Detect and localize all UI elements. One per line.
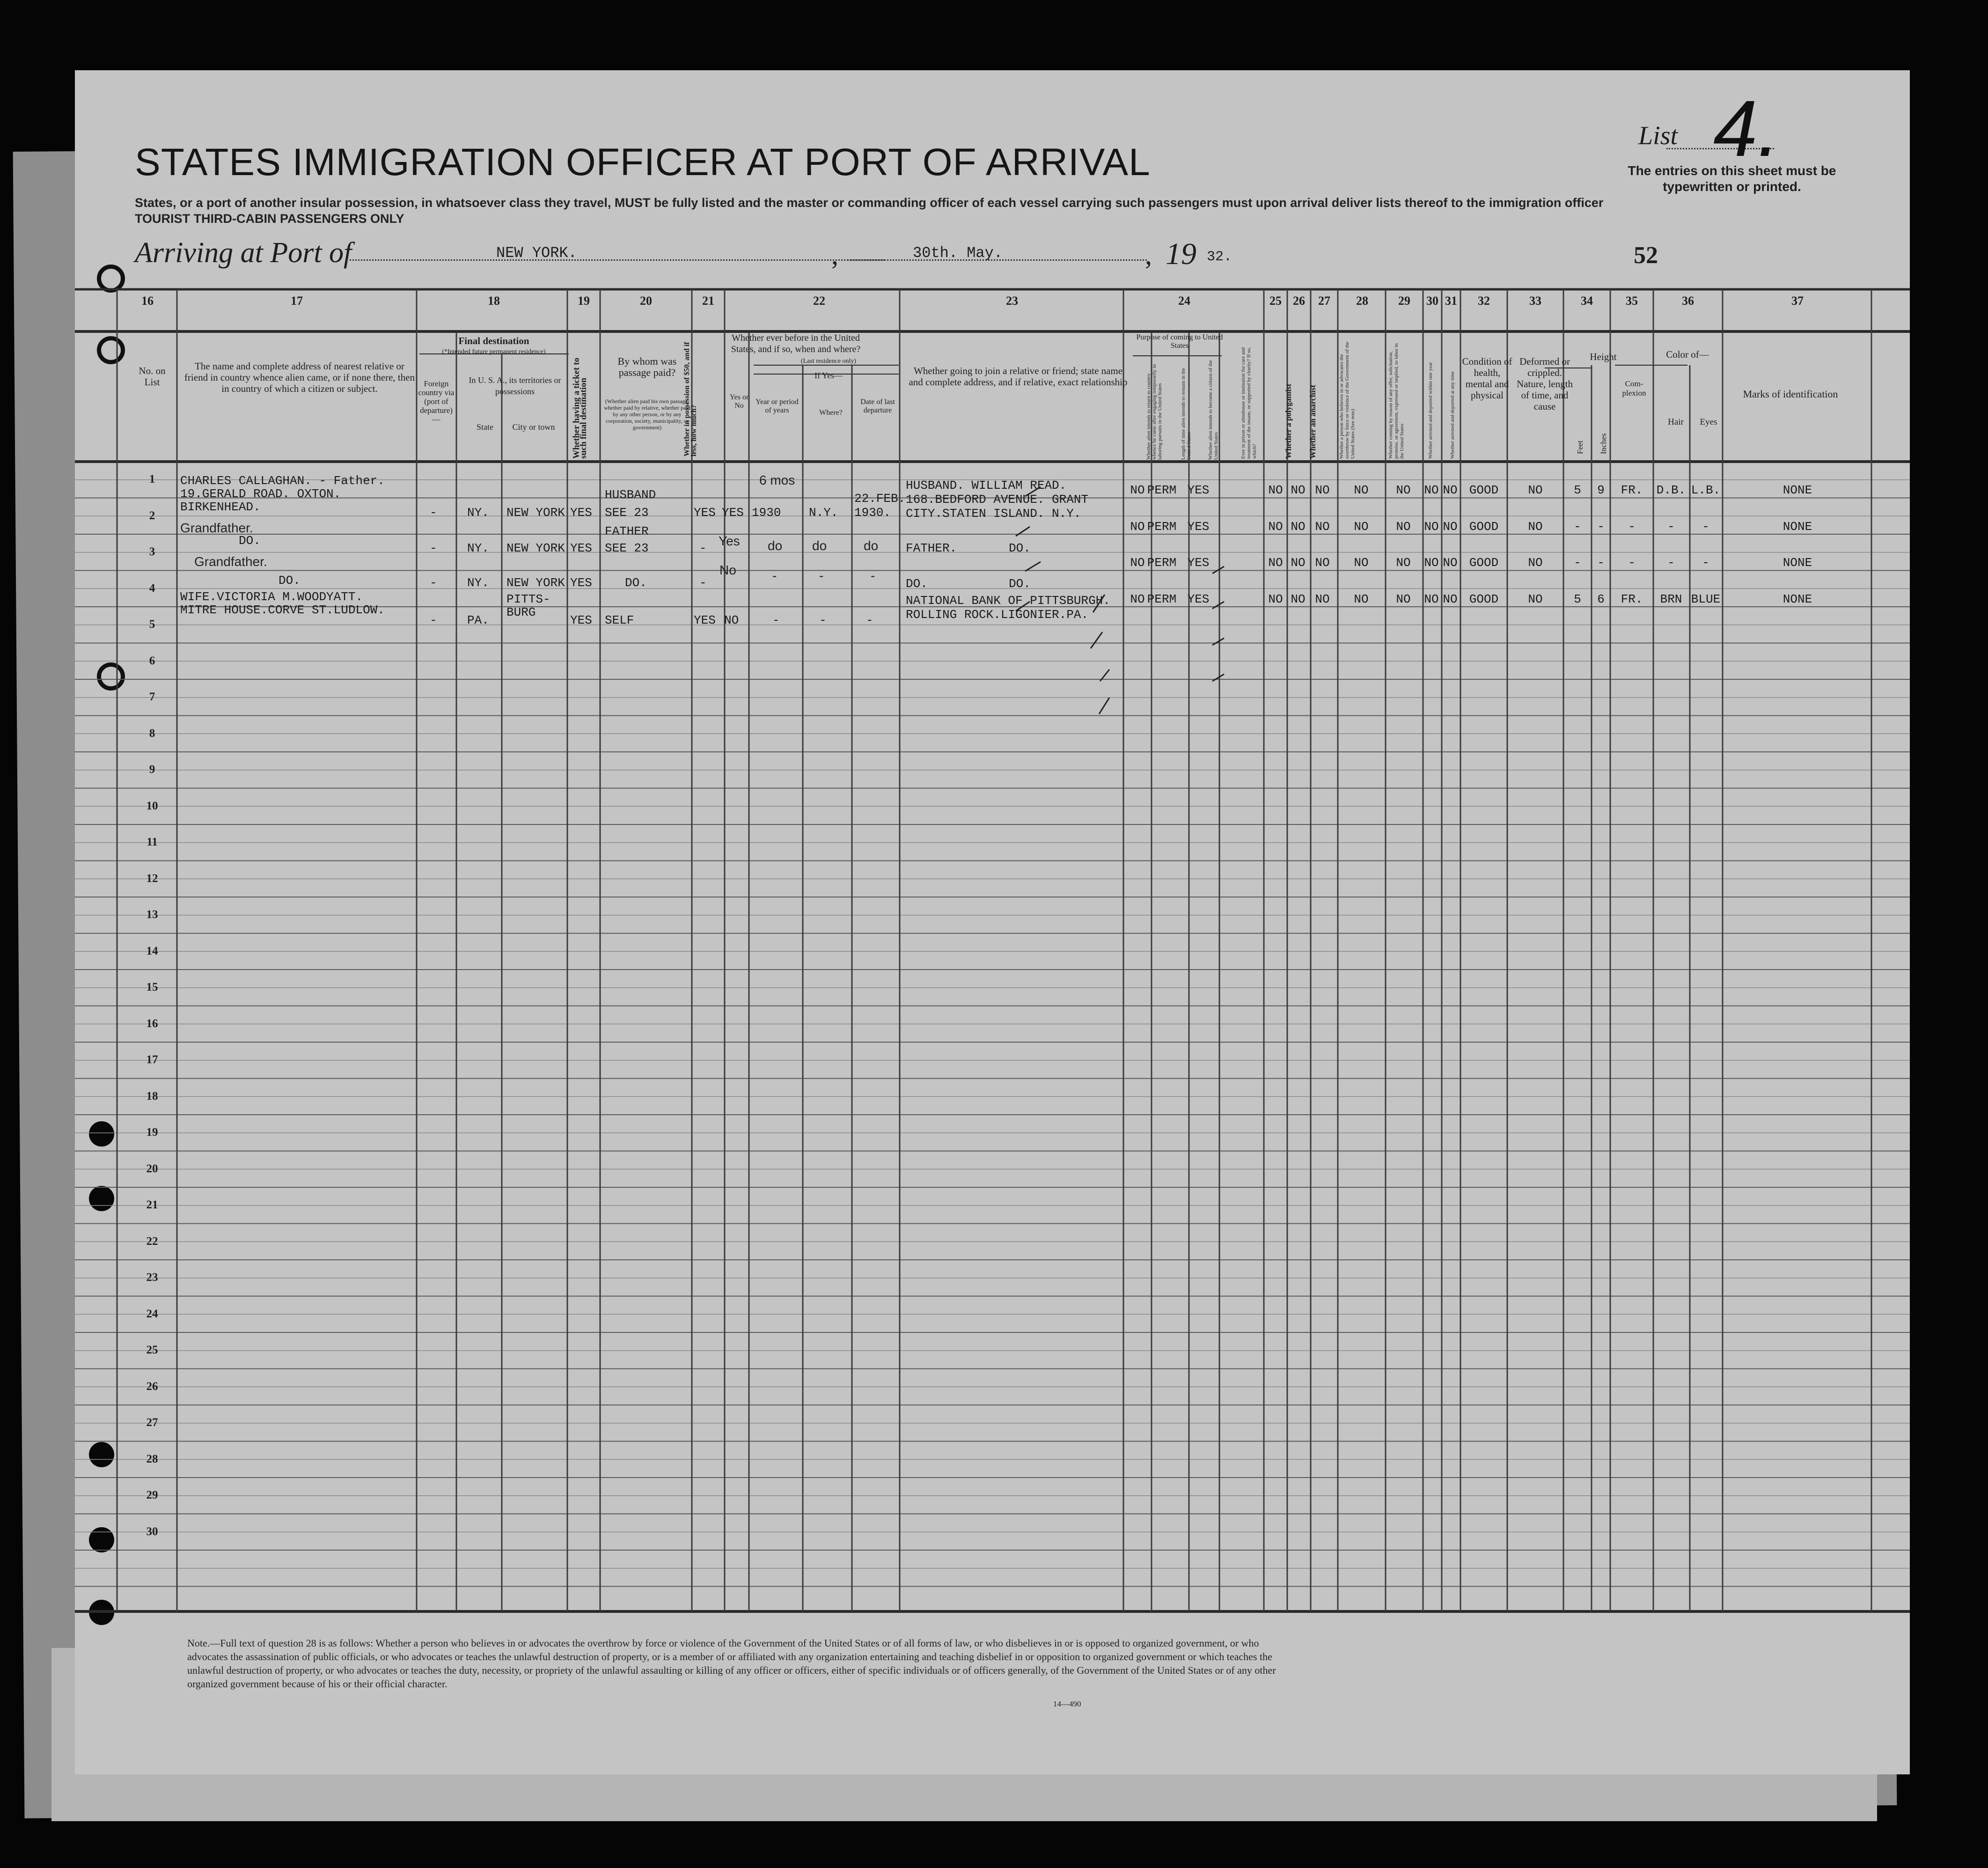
entry-4-paid: SELF	[605, 613, 634, 627]
header-deported-year: Whether arrested and deported within one year	[1428, 362, 1433, 459]
entry-1-period: 6 mos	[759, 473, 795, 487]
entry-4-p-return: NO	[1130, 592, 1145, 606]
header-year-period: Year or period of years	[756, 398, 799, 414]
entry-4-eyes: BLUE	[1691, 592, 1721, 606]
arriving-label: Arriving at Port of	[135, 237, 352, 269]
entry-1-c26: NO	[1291, 483, 1306, 497]
entry-3-c25: NO	[1268, 556, 1283, 570]
entry-4-inches: 6	[1597, 592, 1605, 606]
header-by-whom-note: (Whether alien paid his own passage, whether paid by relative, whether paid by any other person, or by any corporation, society, municipality, or government)	[604, 398, 690, 431]
separator: ,	[1145, 239, 1152, 270]
row-number: 17	[146, 1053, 158, 1066]
entry-4-c29: NO	[1396, 592, 1411, 606]
entry-4-foreign: -	[430, 613, 437, 627]
entry-4-city: PITTS-	[506, 592, 550, 606]
entry-4-condition: GOOD	[1469, 592, 1499, 606]
entry-2-ever-before: Yes	[719, 534, 740, 548]
row-number: 18	[146, 1089, 158, 1103]
entry-2-p-return: NO	[1130, 519, 1145, 534]
header-by-whom: By whom was passage paid?	[617, 355, 677, 378]
entry-1-foreign: -	[430, 506, 437, 520]
row-number: 7	[149, 691, 155, 703]
entry-3-join: DO.	[1009, 577, 1031, 591]
header-no-on-list: No. on List	[139, 365, 166, 388]
separator: ,	[831, 239, 838, 270]
column-number: 30	[1426, 294, 1438, 308]
header-purpose-return: Whether alien intends to return to country whence he came after engaging temporarily in laboring pursuits in the United States	[1146, 364, 1163, 460]
date-value: 30th. May.	[913, 244, 1003, 262]
header-color-of: Color of—	[1666, 349, 1709, 360]
column-number: 29	[1398, 294, 1410, 308]
entry-2-paid: FATHER	[605, 524, 649, 538]
entry-3-marks: NONE	[1783, 556, 1812, 570]
entry-2-where: do	[812, 538, 827, 553]
entry-3-paid: DO.	[625, 576, 647, 590]
entry-3-period: -	[772, 568, 777, 583]
entry-1-join: 168.BEDFORD AVENUE. GRANT	[906, 493, 1089, 507]
entry-3-foreign: -	[430, 576, 437, 590]
column-number: 36	[1682, 294, 1694, 308]
entry-4-city: BURG	[506, 605, 536, 619]
entry-2-possession: -	[699, 541, 707, 555]
entry-2-c26: NO	[1291, 519, 1306, 534]
entry-4-state: PA.	[467, 613, 489, 627]
header-in-usa: In U. S. A., its territories or possessions	[469, 375, 561, 396]
header-where: Where?	[819, 409, 843, 417]
row-number: 10	[146, 799, 158, 812]
entry-3-p-citizen: YES	[1187, 556, 1210, 570]
entry-1-possession: YES	[694, 506, 716, 520]
entry-1-departure: 1930.	[854, 506, 891, 520]
header-nearest-relative: The name and complete address of nearest relative or friend in country whence alien came, or if none there, then in country of which a citizen or subject.	[184, 360, 415, 394]
header-final-destination: Final destination	[458, 335, 529, 346]
entry-2-period: do	[768, 538, 783, 553]
entry-4-hair: BRN	[1660, 592, 1682, 606]
entry-3-ticket: YES	[570, 576, 592, 590]
row-number: 15	[146, 981, 158, 993]
entry-2-relative: Grandfather.	[180, 521, 253, 535]
entry-1-c25: NO	[1268, 483, 1283, 497]
header-yes-no: Yes or No	[729, 393, 749, 410]
form-number: 14—490	[1053, 1699, 1081, 1708]
entry-4-c25: NO	[1268, 592, 1283, 606]
entry-4-deformed: NO	[1528, 592, 1543, 606]
entry-3-departure: -	[871, 568, 875, 583]
entry-4-relative: WIFE.VICTORIA M.WOODYATT.	[180, 590, 363, 604]
column-number: 18	[488, 294, 500, 308]
header-foreign-country: Foreign country via (port of departure)—	[418, 379, 455, 424]
header-condition: Condition of health, mental and physical	[1462, 356, 1512, 401]
entry-3-ever-before: No	[719, 563, 736, 577]
header-purpose-length: Length of time alien intends to remain in the United States	[1181, 368, 1192, 460]
entry-2-feet: -	[1574, 519, 1581, 534]
entry-3-relative: DO.	[279, 574, 301, 588]
entry-3-city: NEW YORK	[506, 576, 565, 590]
row-number: 26	[146, 1380, 158, 1393]
entry-2-p-length: PERM	[1147, 519, 1177, 534]
header-deformed: Deformed or crippled. Nature, length of time, and cause	[1516, 356, 1573, 412]
entry-3-c26: NO	[1291, 556, 1306, 570]
year-suffix: 32.	[1207, 249, 1232, 265]
list-label: List	[1638, 121, 1678, 150]
entry-3-complexion: -	[1628, 556, 1636, 570]
port-value: NEW YORK.	[496, 244, 577, 262]
header-height: Height	[1590, 351, 1617, 362]
header-marks: Marks of identification	[1743, 388, 1838, 400]
entry-4-complexion: FR.	[1621, 592, 1643, 606]
header-state: State	[477, 422, 493, 432]
header-polygamist: Whether a polygamist	[1284, 383, 1293, 459]
header-labor-offer: Whether coming by reason of any offer, solicitation, promise, or agreement, expressed or implied, to labor in the United States	[1388, 343, 1405, 459]
entry-1-period: 1930	[752, 506, 781, 520]
header-date-departure: Date of last departure	[860, 398, 895, 414]
entry-1-feet: 5	[1574, 483, 1581, 497]
entry-1-ticket: YES	[570, 506, 592, 520]
header-inches: Inches	[1599, 433, 1608, 454]
manifest-grid	[75, 70, 1910, 1774]
entry-1-complexion: FR.	[1621, 483, 1643, 497]
passenger-class: TOURIST THIRD-CABIN PASSENGERS ONLY	[135, 212, 404, 226]
entry-3-c27: NO	[1315, 556, 1330, 570]
entry-4-where: -	[819, 613, 827, 627]
row-number: 8	[149, 727, 155, 740]
header-question-28: Whether a person who believes in or advocates the overthrow by force or violence of the Government of the United States (See note)	[1339, 341, 1356, 459]
entry-3-feet: -	[1574, 556, 1581, 570]
entry-1-paid: HUSBAND	[605, 488, 656, 502]
entry-1-p-citizen: YES	[1187, 483, 1210, 497]
column-number: 23	[1006, 294, 1018, 308]
entry-1-c30: NO	[1424, 483, 1439, 497]
entry-1-c29: NO	[1396, 483, 1411, 497]
header-ever-before: Whether ever before in the United States, and if so, when and where?	[731, 333, 861, 354]
column-number: 33	[1529, 294, 1541, 308]
entry-4-departure: -	[866, 613, 873, 627]
entry-1-city: NEW YORK	[506, 506, 565, 520]
entry-1-state: NY.	[467, 506, 489, 520]
entry-1-inches: 9	[1597, 483, 1605, 497]
entry-2-c27: NO	[1315, 519, 1330, 534]
entry-2-relative: DO.	[239, 534, 261, 548]
footnote-question-28: Note.—Full text of question 28 is as follows: Whether a person who believes in or advocates the overthrow by force or violence of the Government of the United States or of all forms of law, or who disbelieves in or is opposed to organized government, or who advocates the assassination of public officials, or who advocates or teaches the unlawful destruction of property, or is a member of or affiliated with any organization entertaining and teaching disbelief in or opposition to organized government or which teaches the unlawful destruction of property, or who advocates or teaches the duty, necessity, or propriety of the unlawful assaulting or killing of any officer or officers, either of specific individuals or of officers generally, of the Government of the United States or of any other organized government because of his or their official character.	[187, 1637, 1276, 1690]
entry-4-c30: NO	[1424, 592, 1439, 606]
entry-3-c29: NO	[1396, 556, 1411, 570]
entry-1-join: CITY.STATEN ISLAND. N.Y.	[906, 507, 1081, 521]
entry-3-hair: -	[1667, 556, 1675, 570]
entry-2-departure: do	[864, 538, 879, 553]
row-number: 29	[146, 1489, 158, 1501]
row-number: 5	[149, 618, 155, 631]
entry-2-p-citizen: YES	[1187, 519, 1210, 534]
entry-2-c31: NO	[1443, 519, 1458, 534]
column-number: 25	[1269, 294, 1282, 308]
entry-1-relative: CHARLES CALLAGHAN. - Father.	[180, 474, 385, 488]
entry-1-paid: SEE 23	[605, 506, 649, 520]
header-deported-any: Whether arrested and deported at any time	[1450, 371, 1455, 459]
year-prefix: 19	[1166, 237, 1196, 271]
row-number: 13	[146, 908, 158, 921]
entry-instructions: The entries on this sheet must be typewritten or printed.	[1628, 163, 1836, 194]
header-feet: Feet	[1576, 440, 1585, 454]
header-final-destination-note: (*Intended future permanent residence)	[442, 348, 546, 355]
header-purpose-citizen: Whether alien intends to become a citizen of the United States	[1208, 360, 1219, 460]
entry-1-p-length: PERM	[1147, 483, 1177, 497]
entry-3-deformed: NO	[1528, 556, 1543, 570]
page-title: STATES IMMIGRATION OFFICER AT PORT OF ARRIVAL	[135, 141, 1151, 184]
entry-4-ticket: YES	[570, 613, 592, 627]
entry-4-c28: NO	[1354, 592, 1369, 606]
column-number: 32	[1478, 294, 1490, 308]
row-number: 2	[149, 509, 155, 522]
entry-2-marks: NONE	[1783, 519, 1812, 534]
column-number: 34	[1581, 294, 1593, 308]
sheet-number: 52	[1634, 242, 1658, 269]
entry-2-city: NEW YORK	[506, 541, 565, 555]
entry-3-eyes: -	[1702, 556, 1709, 570]
column-number: 21	[702, 294, 714, 308]
column-number: 17	[291, 294, 303, 308]
entry-3-p-length: PERM	[1147, 556, 1177, 570]
entry-1-relative: BIRKENHEAD.	[180, 500, 261, 514]
manifest-sheet	[75, 70, 1910, 1774]
header-instruction: States, or a port of another insular possession, in whatsoever class they travel, MUST be fully listed and the master or commanding officer of each vessel carrying such passengers must upon arrival deliver lists thereof to the immigration officer	[135, 196, 1604, 210]
entry-1-eyes: L.B.	[1691, 483, 1721, 497]
header-prison: Ever in prison or almshouse or institution for care and treatment of the insane, or supported by charity? If so, which?	[1240, 347, 1257, 459]
entry-4-p-citizen: YES	[1187, 592, 1210, 606]
column-number: 35	[1626, 294, 1638, 308]
entry-2-c25: NO	[1268, 519, 1283, 534]
entry-3-possession: -	[699, 576, 707, 590]
entry-1-deformed: NO	[1528, 483, 1543, 497]
header-ticket: Whether having a ticket to such final destination	[572, 357, 588, 459]
row-number: 6	[149, 654, 155, 667]
entry-4-feet: 5	[1574, 592, 1581, 606]
column-number: 31	[1445, 294, 1457, 308]
entry-2-join: DO.	[1009, 541, 1031, 555]
entry-1-c27: NO	[1315, 483, 1330, 497]
header-hair: Hair	[1668, 417, 1684, 427]
entry-3-inches: -	[1597, 556, 1605, 570]
column-number: 26	[1293, 294, 1305, 308]
entry-2-deformed: NO	[1528, 519, 1543, 534]
column-number: 28	[1356, 294, 1368, 308]
entry-1-hair: D.B.	[1656, 483, 1686, 497]
entry-4-c27: NO	[1315, 592, 1330, 606]
row-number: 12	[146, 872, 158, 885]
entry-2-c29: NO	[1396, 519, 1411, 534]
entry-2-c30: NO	[1424, 519, 1439, 534]
row-number: 16	[146, 1017, 158, 1030]
header-city: City or town	[512, 422, 555, 432]
header-complexion: Com-plexion	[1622, 379, 1646, 397]
header-last-residence: (Last residence only)	[800, 358, 857, 365]
entry-2-ticket: YES	[570, 541, 592, 555]
entry-4-marks: NONE	[1783, 592, 1812, 606]
entry-4-join: NATIONAL BANK OF PITTSBURGH.	[906, 594, 1110, 608]
entry-1-c28: NO	[1354, 483, 1369, 497]
entry-1-c31: NO	[1443, 483, 1458, 497]
entry-4-period: -	[772, 613, 780, 627]
row-number: 3	[149, 545, 155, 558]
entry-4-join: ROLLING ROCK.LIGONIER.PA.	[906, 608, 1089, 622]
entry-4-c31: NO	[1443, 592, 1458, 606]
column-number: 22	[813, 294, 825, 308]
entry-2-condition: GOOD	[1469, 519, 1499, 534]
header-if-yes: If Yes—	[814, 371, 843, 380]
header-eyes: Eyes	[1700, 417, 1717, 427]
header-possession-50: Whether in possession of $50, and if less, how much?	[683, 342, 698, 456]
entry-2-inches: -	[1597, 519, 1605, 534]
column-number: 19	[578, 294, 590, 308]
entry-1-p-return: NO	[1130, 483, 1145, 497]
entry-3-c28: NO	[1354, 556, 1369, 570]
entry-4-possession: YES	[694, 613, 716, 627]
entry-2-hair: -	[1667, 519, 1675, 534]
entry-1-departure: 22.FEB.	[854, 492, 906, 506]
row-number: 22	[146, 1235, 158, 1248]
entry-1-ever-before: YES	[722, 506, 744, 520]
column-number: 37	[1791, 294, 1804, 308]
entry-3-relative: Grandfather.	[194, 554, 267, 569]
entry-4-ever-before: NO	[724, 613, 739, 627]
header-join-relative: Whether going to join a relative or friend; state name and complete address, and if relative, exact relationship	[909, 365, 1128, 388]
row-number: 4	[149, 581, 155, 595]
row-number: 20	[146, 1162, 158, 1175]
entry-2-eyes: -	[1702, 519, 1709, 534]
entry-3-c30: NO	[1424, 556, 1439, 570]
entry-1-marks: NONE	[1783, 483, 1812, 497]
entry-2-foreign: -	[430, 541, 437, 555]
column-number: 24	[1178, 294, 1190, 308]
row-number: 28	[146, 1452, 158, 1465]
entry-4-relative: MITRE HOUSE.CORVE ST.LUDLOW.	[180, 603, 385, 617]
row-number: 23	[146, 1271, 158, 1284]
entry-2-state: NY.	[467, 541, 489, 555]
row-number: 9	[149, 763, 155, 776]
entry-3-condition: GOOD	[1469, 556, 1499, 570]
entry-4-p-length: PERM	[1147, 592, 1177, 606]
entry-1-condition: GOOD	[1469, 483, 1499, 497]
header-purpose: Purpose of coming to United States	[1136, 333, 1223, 350]
row-number: 24	[146, 1307, 158, 1320]
entry-3-state: NY.	[467, 576, 489, 590]
row-number: 14	[146, 944, 158, 957]
entry-3-join: DO.	[906, 577, 928, 591]
column-number: 27	[1318, 294, 1330, 308]
entry-1-relative: 19.GERALD ROAD. OXTON.	[180, 487, 341, 501]
entry-1-where: N.Y.	[809, 506, 838, 520]
entry-1-join: HUSBAND. WILLIAM READ.	[906, 478, 1067, 493]
row-number: 25	[146, 1344, 158, 1356]
list-number: 4.	[1713, 84, 1780, 173]
column-number: 20	[640, 294, 652, 308]
row-number: 11	[147, 836, 158, 848]
entry-3-p-return: NO	[1130, 556, 1145, 570]
entry-3-c31: NO	[1443, 556, 1458, 570]
entry-4-c26: NO	[1291, 592, 1306, 606]
row-number: 30	[146, 1525, 158, 1538]
entry-3-where: -	[819, 568, 824, 583]
column-number: 16	[141, 294, 154, 308]
entry-2-paid: SEE 23	[605, 541, 649, 555]
row-number: 1	[149, 473, 155, 485]
row-number: 21	[146, 1199, 158, 1211]
row-number: 19	[146, 1126, 158, 1139]
entry-2-c28: NO	[1354, 519, 1369, 534]
row-number: 27	[146, 1416, 158, 1429]
header-anarchist: Whether an anarchist	[1308, 384, 1317, 459]
entry-2-join: FATHER.	[906, 541, 957, 555]
entry-2-complexion: -	[1628, 519, 1636, 534]
